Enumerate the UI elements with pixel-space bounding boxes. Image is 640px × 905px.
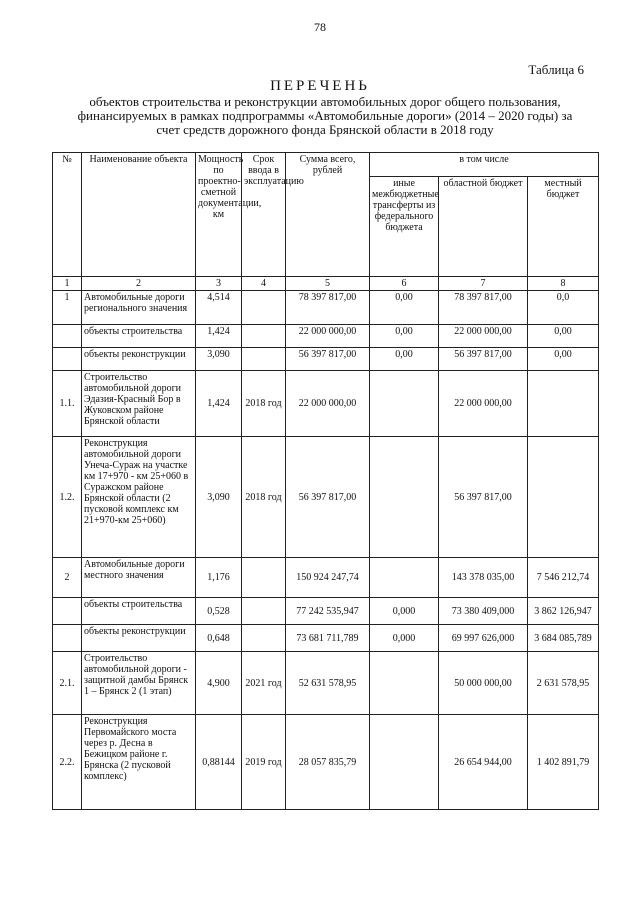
- header-total: Сумма всего, рублей: [286, 153, 370, 277]
- cell-total: 77 242 535,947: [286, 598, 370, 625]
- table-row: [53, 348, 599, 371]
- cell-total: 22 000 000,00: [286, 325, 370, 348]
- column-number: 8: [528, 277, 599, 291]
- header-num: №: [53, 153, 82, 277]
- cell-regional: 56 397 817,00: [439, 437, 528, 558]
- cell-term: [242, 598, 286, 625]
- objects-table: [52, 152, 599, 810]
- table-label: Таблица 6: [528, 62, 584, 77]
- cell-other: 0,00: [370, 291, 439, 325]
- cell-total: 28 057 835,79: [286, 715, 370, 810]
- cell-regional: 78 397 817,00: [439, 291, 528, 325]
- cell-total: 52 631 578,95: [286, 652, 370, 715]
- table-row: [53, 437, 599, 558]
- cell-num: 2: [53, 558, 82, 598]
- cell-total: 22 000 000,00: [286, 371, 370, 437]
- cell-total: 56 397 817,00: [286, 348, 370, 371]
- cell-term: [242, 625, 286, 652]
- column-number: 2: [82, 277, 196, 291]
- cell-capacity: 1,424: [196, 325, 242, 348]
- cell-local: 1 402 891,79: [528, 715, 599, 810]
- document-title: ПЕРЕЧЕНЬ: [270, 78, 370, 94]
- cell-capacity: 1,424: [196, 371, 242, 437]
- cell-total: 150 924 247,74: [286, 558, 370, 598]
- cell-local: 3 862 126,947: [528, 598, 599, 625]
- cell-term: 2018 год: [242, 437, 286, 558]
- column-number: 5: [286, 277, 370, 291]
- cell-num: [53, 325, 82, 348]
- cell-num: 1: [53, 291, 82, 325]
- table-row: [53, 625, 599, 652]
- cell-name: Автомобильные дороги местного значения: [82, 558, 196, 598]
- subtitle-line: счет средств дорожного фонда Брянской области в 2018 году: [156, 122, 494, 137]
- cell-other: 0,00: [370, 348, 439, 371]
- cell-name: объекты строительства: [82, 325, 196, 348]
- subtitle-line: объектов строительства и реконструкции автомобильных дорог общего пользования,: [89, 94, 561, 109]
- cell-regional: 22 000 000,00: [439, 371, 528, 437]
- cell-num: 1.2.: [53, 437, 82, 558]
- table-row: [53, 715, 599, 810]
- cell-other: [370, 652, 439, 715]
- header-including: в том числе: [370, 153, 599, 177]
- column-number: 3: [196, 277, 242, 291]
- cell-term: [242, 348, 286, 371]
- subtitle-line: финансируемых в рамках подпрограммы «Автомобильные дороги» (2014 – 2020 годы) за: [77, 108, 573, 123]
- column-number: 7: [439, 277, 528, 291]
- header-term: Срок ввода в эксплуатацию: [242, 153, 286, 277]
- cell-name: объекты реконструкции: [82, 625, 196, 652]
- table-row: [53, 652, 599, 715]
- table-row: [53, 291, 599, 325]
- cell-term: [242, 291, 286, 325]
- page-number: 78: [314, 20, 326, 34]
- cell-total: 56 397 817,00: [286, 437, 370, 558]
- header-capacity: Мощность по проектно-сметной документации, км: [196, 153, 242, 277]
- header-other-transfers: иные межбюджетные трансферты из федерального бюджета: [370, 177, 439, 277]
- cell-capacity: 0,528: [196, 598, 242, 625]
- column-numbers-row: [53, 277, 599, 291]
- cell-capacity: 4,900: [196, 652, 242, 715]
- header-name: Наименование объекта: [82, 153, 196, 277]
- cell-capacity: 3,090: [196, 348, 242, 371]
- cell-capacity: 0,88144: [196, 715, 242, 810]
- column-number: 6: [370, 277, 439, 291]
- cell-regional: 26 654 944,00: [439, 715, 528, 810]
- cell-regional: 56 397 817,00: [439, 348, 528, 371]
- cell-num: 1.1.: [53, 371, 82, 437]
- cell-local: 2 631 578,95: [528, 652, 599, 715]
- cell-total: 78 397 817,00: [286, 291, 370, 325]
- cell-name: Строительство автомобильной дороги - защитной дамбы Брянск 1 – Брянск 2 (1 этап): [82, 652, 196, 715]
- cell-term: [242, 325, 286, 348]
- cell-local: 3 684 085,789: [528, 625, 599, 652]
- cell-local: [528, 437, 599, 558]
- header-local: местный бюджет: [528, 177, 599, 277]
- cell-total: 73 681 711,789: [286, 625, 370, 652]
- cell-name: объекты реконструкции: [82, 348, 196, 371]
- cell-num: [53, 625, 82, 652]
- cell-name: Реконструкция Первомайского моста через р. Десна в Бежицком районе г. Брянска (2 пусковой комплекс): [82, 715, 196, 810]
- cell-local: 7 546 212,74: [528, 558, 599, 598]
- table-row: [53, 598, 599, 625]
- cell-other: 0,000: [370, 625, 439, 652]
- cell-local: 0,0: [528, 291, 599, 325]
- cell-other: [370, 715, 439, 810]
- cell-term: 2019 год: [242, 715, 286, 810]
- cell-regional: 143 378 035,00: [439, 558, 528, 598]
- cell-name: объекты строительства: [82, 598, 196, 625]
- document-subtitle: [70, 95, 580, 137]
- table-row: [53, 558, 599, 598]
- cell-name: Строительство автомобильной дороги Эдазия-Красный Бор в Жуковском районе Брянской области: [82, 371, 196, 437]
- table-row: [53, 325, 599, 348]
- cell-local: 0,00: [528, 348, 599, 371]
- cell-name: Реконструкция автомобильной дороги Унеча-Сураж на участке км 17+970 - км 25+060 в Суражском районе Брянской области (2 пусковой комплекс км 21+970-км 25+060): [82, 437, 196, 558]
- cell-num: [53, 598, 82, 625]
- cell-term: 2018 год: [242, 371, 286, 437]
- cell-local: [528, 371, 599, 437]
- column-number: 1: [53, 277, 82, 291]
- cell-capacity: 1,176: [196, 558, 242, 598]
- cell-term: 2021 год: [242, 652, 286, 715]
- header-regional: областной бюджет: [439, 177, 528, 277]
- cell-capacity: 0,648: [196, 625, 242, 652]
- cell-local: 0,00: [528, 325, 599, 348]
- cell-other: 0,000: [370, 598, 439, 625]
- cell-num: 2.2.: [53, 715, 82, 810]
- cell-regional: 50 000 000,00: [439, 652, 528, 715]
- cell-capacity: 4,514: [196, 291, 242, 325]
- cell-regional: 73 380 409,000: [439, 598, 528, 625]
- cell-other: [370, 558, 439, 598]
- cell-regional: 69 997 626,000: [439, 625, 528, 652]
- column-number: 4: [242, 277, 286, 291]
- cell-num: 2.1.: [53, 652, 82, 715]
- cell-regional: 22 000 000,00: [439, 325, 528, 348]
- cell-other: [370, 437, 439, 558]
- cell-other: [370, 371, 439, 437]
- cell-other: 0,00: [370, 325, 439, 348]
- cell-capacity: 3,090: [196, 437, 242, 558]
- table-row: [53, 371, 599, 437]
- cell-num: [53, 348, 82, 371]
- cell-name: Автомобильные дороги регионального значения: [82, 291, 196, 325]
- cell-term: [242, 558, 286, 598]
